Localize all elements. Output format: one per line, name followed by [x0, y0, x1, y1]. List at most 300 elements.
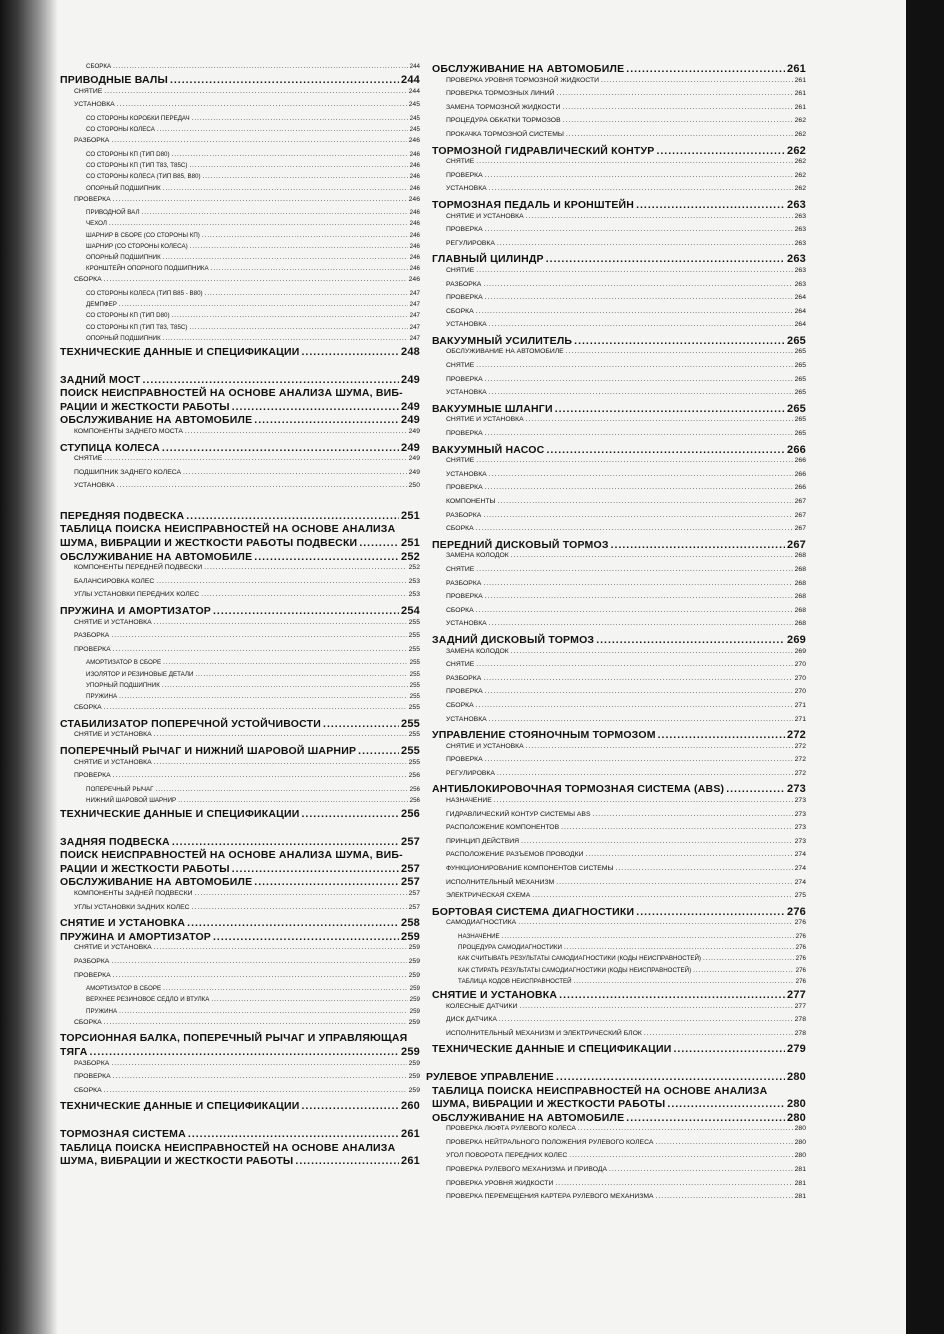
toc-page-number: 261	[787, 63, 806, 75]
toc-page-number: 259	[408, 1073, 420, 1081]
toc-entry-title: НАЗНАЧЕНИЕ	[446, 797, 492, 805]
toc-entry	[60, 891, 420, 905]
toc-entry-title: СБОРКА	[74, 704, 102, 712]
toc-page-number: 259	[401, 930, 420, 943]
toc-page-number: 248	[401, 345, 420, 358]
toc-page-number: 267	[794, 525, 806, 533]
section-gap	[60, 1115, 420, 1129]
toc-entry-title: ПРОВЕРКА	[446, 294, 483, 302]
toc-left-column	[60, 64, 420, 1170]
toc-entry-title: ПРОВЕРКА ПЕРЕМЕЩЕНИЯ КАРТЕРА РУЛЕВОГО МЕХАНИЗМА	[446, 1193, 654, 1201]
toc-entry	[60, 483, 420, 497]
toc-entry-title: БОРТОВАЯ СИСТЕМА ДИАГНОСТИКИ	[432, 905, 635, 918]
toc-entry	[432, 1126, 806, 1140]
toc-page-number: 261	[794, 76, 806, 84]
section-gap	[60, 497, 420, 511]
toc-page-number: 246	[409, 184, 420, 192]
toc-page-number: 276	[795, 944, 806, 952]
toc-entry-title: РАСПОЛОЖЕНИЕ РАЗЪЕМОВ ПРОВОДКИ	[446, 851, 584, 859]
toc-entry-title: СНЯТИЕ	[446, 158, 475, 166]
toc-dot-leader	[359, 538, 399, 549]
toc-dot-leader	[611, 540, 785, 551]
toc-entry-title: ПРОВЕРКА РУЛЕВОГО МЕХАНИЗМА И ПРИВОДА	[446, 1166, 607, 1174]
toc-page-number: 246	[409, 209, 420, 217]
toc-dot-leader	[502, 934, 794, 940]
toc-page-number: 265	[794, 375, 806, 383]
toc-heading	[432, 404, 806, 418]
toc-subentry	[60, 127, 420, 138]
toc-dot-leader	[526, 417, 793, 424]
toc-entry	[60, 470, 420, 484]
toc-page-number: 259	[409, 1007, 420, 1015]
toc-dot-leader	[162, 683, 408, 689]
toc-page-number: 271	[794, 701, 806, 709]
toc-entry-title: ПРОВЕРКА	[446, 484, 483, 492]
toc-entry-title: ОБСЛУЖИВАНИЕ НА АВТОМОБИЛЕ	[432, 63, 625, 75]
toc-heading	[432, 445, 806, 459]
toc-entry-title: ОПОРНЫЙ ПОДШИПНИК	[86, 184, 161, 192]
toc-entry-title: ТЯГА	[60, 1045, 88, 1058]
toc-page-number: 252	[408, 564, 420, 572]
toc-dot-leader	[302, 347, 400, 358]
toc-page-number: 246	[409, 162, 420, 170]
toc-entry	[60, 1088, 420, 1102]
toc-entry-title: ТАБЛИЦА ПОИСКА НЕИСПРАВНОСТЕЙ НА ОСНОВЕ АНАЛИЗА	[432, 1084, 768, 1097]
toc-entry-title: ПРОВЕРКА	[74, 645, 111, 653]
toc-entry	[432, 771, 806, 785]
toc-page-number: 264	[794, 294, 806, 302]
toc-entry-title: УПРАВЛЕНИЕ СТОЯНОЧНЫМ ТОРМОЗОМ	[432, 729, 656, 742]
toc-heading	[60, 524, 420, 538]
toc-page-number: 263	[794, 239, 806, 247]
toc-dot-leader	[626, 1113, 785, 1124]
toc-page-number: 280	[787, 1070, 806, 1083]
toc-dot-leader	[117, 102, 407, 109]
toc-dot-leader	[574, 979, 794, 985]
toc-heading	[60, 918, 420, 932]
toc-entry-title: ПОПЕРЕЧНЫЙ РЫЧАГ	[86, 785, 154, 793]
toc-page-number: 264	[794, 321, 806, 329]
toc-page-number: 275	[794, 892, 806, 900]
toc-page-number: 255	[408, 645, 420, 653]
toc-heading	[60, 388, 420, 402]
toc-page-number: 259	[408, 1059, 420, 1067]
toc-page-number: 276	[795, 933, 806, 940]
toc-entry-title: ДИСК ДАТЧИКА	[446, 1016, 497, 1024]
toc-entry-title: УСТАНОВКА	[446, 470, 487, 478]
toc-entry-title: ПРИВОДНЫЕ ВАЛЫ	[60, 74, 168, 87]
toc-entry	[60, 647, 420, 661]
toc-dot-leader	[557, 91, 793, 98]
toc-entry-title: ПРУЖИНА И АМОРТИЗАТОР	[60, 930, 212, 943]
toc-entry	[60, 102, 420, 116]
toc-dot-leader	[163, 255, 408, 261]
toc-entry	[432, 839, 806, 853]
toc-page-number: 249	[401, 373, 420, 386]
toc-entry	[432, 920, 806, 934]
toc-dot-leader	[476, 458, 792, 465]
toc-entry-title: СНЯТИЕ И УСТАНОВКА	[74, 944, 152, 952]
toc-entry-title: УГОЛ ПОВОРОТА ПЕРЕДНИХ КОЛЕС	[446, 1152, 568, 1160]
toc-heading	[60, 932, 420, 946]
toc-page-number: 249	[408, 468, 420, 476]
toc-dot-leader	[497, 771, 793, 778]
toc-page-number: 259	[409, 996, 420, 1004]
toc-entry	[432, 852, 806, 866]
toc-dot-leader	[526, 744, 793, 751]
toc-dot-leader	[476, 526, 793, 533]
toc-page-number: 247	[409, 290, 420, 297]
toc-dot-leader	[532, 893, 792, 900]
toc-dot-leader	[142, 375, 399, 386]
toc-dot-leader	[555, 1181, 792, 1188]
toc-dot-leader	[104, 89, 406, 96]
toc-heading	[60, 1101, 420, 1115]
toc-page-number: 280	[787, 1098, 806, 1111]
toc-entry	[60, 732, 420, 746]
toc-page-number: 276	[787, 905, 806, 918]
toc-entry-title: РЕГУЛИРОВКА	[446, 239, 495, 247]
toc-entry-title: КОЛЕСНЫЕ ДАТЧИКИ	[446, 1002, 518, 1010]
toc-entry	[60, 973, 420, 987]
toc-entry-title: ТОРСИОННАЯ БАЛКА, ПОПЕРЕЧНЫЙ РЫЧАГ И УПРАВЛЯЮЩАЯ	[60, 1032, 408, 1045]
toc-entry	[60, 773, 420, 787]
toc-entry	[60, 429, 420, 443]
toc-dot-leader	[119, 1009, 408, 1015]
toc-dot-leader	[172, 152, 408, 158]
toc-dot-leader	[563, 118, 793, 125]
toc-heading	[60, 1047, 420, 1061]
toc-page-number: 265	[794, 362, 806, 370]
toc-page-number: 268	[794, 565, 806, 573]
toc-page-number: 247	[409, 312, 420, 320]
toc-entry-title: СНЯТИЕ И УСТАНОВКА	[60, 917, 186, 930]
toc-dot-leader	[119, 694, 408, 700]
toc-dot-leader	[302, 1101, 400, 1112]
toc-entry-title: АМОРТИЗАТОР В СБОРЕ	[86, 985, 162, 993]
toc-dot-leader	[192, 116, 408, 122]
toc-page-number: 262	[794, 158, 806, 166]
toc-page-number: 245	[408, 101, 420, 109]
toc-dot-leader	[111, 1061, 406, 1068]
toc-entry	[432, 472, 806, 486]
toc-page-number: 260	[401, 1100, 420, 1113]
toc-dot-leader	[483, 282, 792, 289]
toc-entry	[60, 760, 420, 774]
toc-dot-leader	[655, 1140, 792, 1147]
toc-entry	[432, 1153, 806, 1167]
toc-page-number: 276	[794, 919, 806, 927]
toc-heading	[432, 336, 806, 350]
toc-entry-title: ТОРМОЗНАЯ СИСТЕМА	[60, 1127, 186, 1140]
toc-entry	[60, 565, 420, 579]
toc-entry-title: ПРОВЕРКА УРОВНЯ ТОРМОЗНОЙ ЖИДКОСТИ	[446, 76, 600, 84]
toc-entry-title: УСТАНОВКА	[446, 185, 487, 193]
toc-entry	[432, 1194, 806, 1208]
toc-entry	[432, 1181, 806, 1195]
toc-heading	[432, 784, 806, 798]
toc-page-number: 270	[794, 661, 806, 669]
toc-heading	[432, 730, 806, 744]
toc-page-number: 249	[408, 455, 420, 463]
toc-entry	[432, 526, 806, 540]
toc-page-number: 255	[408, 758, 420, 766]
toc-page-number: 274	[794, 865, 806, 873]
toc-entry-title: СО СТОРОНЫ КП (ТИП D80)	[86, 312, 170, 320]
toc-page-number: 281	[794, 1193, 806, 1201]
toc-page-number: 267	[794, 498, 806, 505]
toc-entry-title: САМОДИАГНОСТИКА	[446, 919, 517, 927]
toc-heading	[60, 1156, 420, 1170]
toc-entry	[432, 431, 806, 445]
toc-heading	[60, 850, 420, 864]
toc-dot-leader	[104, 1020, 407, 1027]
toc-dot-leader	[483, 676, 792, 683]
toc-entry-title: ИЗОЛЯТОР И РЕЗИНОВЫЕ ДЕТАЛИ	[86, 670, 194, 678]
toc-entry-title: КАК СЧИТЫВАТЬ РЕЗУЛЬТАТЫ САМОДИАГНОСТИКИ (КОДЫ НЕИСПРАВНОСТЕЙ)	[458, 955, 701, 963]
section-gap	[60, 361, 420, 375]
toc-entry-title: ТЕХНИЧЕСКИЕ ДАННЫЕ И СПЕЦИФИКАЦИИ	[60, 808, 300, 821]
toc-dot-leader	[192, 905, 407, 912]
toc-dot-leader	[254, 415, 399, 426]
toc-dot-leader	[485, 757, 793, 764]
toc-entry-title: УСТАНОВКА	[446, 389, 487, 397]
toc-entry	[432, 499, 806, 513]
toc-page-number: 257	[408, 903, 420, 911]
toc-entry-title: ПРОВЕРКА	[446, 171, 483, 179]
toc-heading	[432, 1044, 806, 1058]
toc-entry	[60, 592, 420, 606]
toc-page-number: 267	[794, 511, 806, 519]
toc-dot-leader	[494, 798, 793, 805]
toc-dot-leader	[592, 812, 792, 819]
toc-heading	[432, 200, 806, 214]
toc-entry-title: ПРУЖИНА	[86, 1007, 118, 1015]
toc-dot-leader	[178, 798, 407, 804]
toc-entry	[432, 744, 806, 758]
toc-dot-leader	[489, 717, 793, 724]
toc-entry	[432, 268, 806, 282]
toc-entry-title: АМОРТИЗАТОР В СБОРЕ	[86, 659, 162, 667]
toc-entry	[432, 581, 806, 595]
toc-entry	[432, 1167, 806, 1181]
toc-entry	[432, 349, 806, 363]
toc-heading	[432, 540, 806, 554]
toc-entry-title: ВЕРХНЕЕ РЕЗИНОВОЕ СЕДЛО И ВТУЛКА	[86, 996, 210, 1004]
toc-dot-leader	[90, 1047, 400, 1058]
toc-entry-title: СНЯТИЕ И УСТАНОВКА	[74, 618, 152, 626]
toc-entry	[432, 390, 806, 404]
toc-page-number: 257	[401, 835, 420, 848]
toc-dot-leader	[186, 511, 399, 522]
toc-page-number: 273	[787, 783, 806, 796]
toc-entry-title: РАСПОЛОЖЕНИЕ КОМПОНЕНТОВ	[446, 824, 560, 832]
toc-entry-title: БАЛАНСИРОВКА КОЛЕС	[74, 577, 155, 585]
toc-dot-leader	[113, 973, 407, 980]
toc-dot-leader	[476, 608, 793, 615]
toc-entry-title: КОМПОНЕНТЫ ПЕРЕДНЕЙ ПОДВЕСКИ	[74, 564, 203, 572]
toc-entry	[432, 186, 806, 200]
toc-page-number: 244	[409, 63, 420, 70]
toc-entry-title: ТАБЛИЦА ПОИСКА НЕИСПРАВНОСТЕЙ НА ОСНОВЕ АНАЛИЗА	[60, 1141, 396, 1154]
toc-dot-leader	[485, 431, 793, 438]
toc-heading	[60, 402, 420, 416]
toc-dot-leader	[185, 429, 407, 436]
toc-entry-title: ПРИВОДНОЙ ВАЛ	[86, 209, 140, 217]
toc-dot-leader	[189, 325, 407, 331]
toc-dot-leader	[104, 705, 407, 712]
toc-entry	[60, 705, 420, 719]
toc-entry	[60, 905, 420, 919]
toc-entry-title: ПОИСК НЕИСПРАВНОСТЕЙ НА ОСНОВЕ АНАЛИЗА ШУМА, ВИБ-	[60, 849, 403, 862]
toc-entry	[432, 757, 806, 771]
toc-heading	[60, 1129, 420, 1143]
toc-page-number: 274	[794, 878, 806, 886]
toc-page-number: 278	[794, 1016, 806, 1024]
scan-shadow-left	[0, 0, 58, 1334]
toc-page-number: 265	[787, 334, 806, 347]
toc-entry-title: ПРОВЕРКА	[74, 195, 111, 203]
toc-entry-title: СО СТОРОНЫ КОЛЕСА (ТИП В85 - В80)	[86, 290, 203, 297]
toc-entry	[432, 621, 806, 635]
toc-entry	[432, 676, 806, 690]
toc-entry-title: ПЕРЕДНЯЯ ПОДВЕСКА	[60, 509, 185, 522]
toc-entry-title: ПРОВЕРКА	[74, 1073, 111, 1081]
toc-heading	[60, 809, 420, 823]
toc-dot-leader	[189, 163, 407, 169]
toc-entry-title: ЗАДНИЙ ДИСКОВЫЙ ТОРМОЗ	[432, 633, 595, 646]
toc-dot-leader	[104, 277, 407, 284]
toc-dot-leader	[566, 349, 793, 356]
toc-heading	[432, 907, 806, 921]
toc-entry-title: РАЗБОРКА	[446, 579, 482, 587]
toc-entry	[60, 945, 420, 959]
toc-dot-leader	[559, 990, 785, 1001]
toc-page-number: 276	[795, 977, 806, 985]
toc-entry	[432, 567, 806, 581]
toc-page-number: 259	[408, 1086, 420, 1094]
toc-page-number: 262	[794, 130, 806, 138]
toc-page-number: 280	[794, 1125, 806, 1133]
toc-entry	[432, 703, 806, 717]
toc-dot-leader	[476, 309, 793, 316]
toc-entry-title: УСТАНОВКА	[446, 321, 487, 329]
toc-entry-title: ОПОРНЫЙ ПОДШИПНИК	[86, 254, 161, 262]
toc-page-number: 256	[408, 772, 420, 780]
toc-entry-title: УГЛЫ УСТАНОВКИ ПЕРЕДНИХ КОЛЕС	[74, 591, 200, 599]
toc-page-number: 261	[794, 103, 806, 111]
toc-entry-title: ШАРНИР В СБОРЕ (СО СТОРОНЫ КП)	[86, 231, 200, 239]
toc-entry-title: ОБСЛУЖИВАНИЕ НА АВТОМОБИЛЕ	[60, 550, 253, 563]
toc-subentry	[60, 174, 420, 185]
toc-page-number: 246	[408, 195, 420, 203]
toc-page-number: 244	[408, 87, 420, 95]
toc-dot-leader	[726, 784, 785, 795]
toc-page-number: 267	[787, 538, 806, 551]
toc-dot-leader	[656, 1194, 793, 1201]
toc-heading	[60, 75, 420, 89]
toc-entry-title: УПОРНЫЙ ПОДШИПНИК	[86, 681, 160, 689]
toc-page-number: 273	[794, 810, 806, 818]
toc-page-number: 252	[401, 550, 420, 563]
toc-entry-title: СО СТОРОНЫ КП (ТИП Т83, Т85С)	[86, 162, 188, 170]
toc-page-number: 249	[408, 427, 420, 435]
toc-page-number: 265	[794, 389, 806, 397]
toc-dot-leader	[497, 241, 793, 248]
toc-entry-title: СНЯТИЕ	[446, 457, 475, 465]
toc-dot-leader	[674, 1044, 786, 1055]
toc-heading	[432, 990, 806, 1004]
toc-entry-title: ОБСЛУЖИВАНИЕ НА АВТОМОБИЛЕ	[60, 414, 253, 427]
toc-entry-title: ЧЕХОЛ	[86, 220, 107, 228]
toc-page-number: 272	[787, 729, 806, 742]
toc-dot-leader	[546, 445, 785, 456]
toc-page-number: 277	[794, 1002, 806, 1010]
toc-heading	[432, 64, 806, 78]
toc-entry-title: ЭЛЕКТРИЧЕСКАЯ СХЕМА	[446, 892, 531, 900]
toc-page-number: 246	[409, 265, 420, 273]
toc-dot-leader	[693, 968, 794, 974]
toc-dot-leader	[578, 1126, 793, 1133]
toc-dot-leader	[211, 266, 408, 272]
toc-entry-title: СБОРКА	[446, 525, 474, 533]
toc-page-number: 262	[794, 171, 806, 179]
toc-page-number: 246	[409, 231, 420, 239]
toc-dot-leader	[526, 214, 793, 221]
toc-dot-leader	[204, 565, 406, 572]
toc-page-number: 246	[408, 137, 420, 145]
toc-dot-leader	[483, 513, 792, 520]
toc-page-number: 265	[794, 416, 806, 424]
toc-entry-title: ПРОЦЕДУРА САМОДИАГНОСТИКИ	[458, 944, 562, 952]
toc-entry-title: ОБСЛУЖИВАНИЕ НА АВТОМОБИЛЕ	[432, 1111, 625, 1124]
toc-page-number: 270	[794, 688, 806, 696]
toc-entry	[432, 608, 806, 622]
toc-dot-leader	[232, 864, 399, 875]
toc-entry-title: РАЦИИ И ЖЕСТКОСТИ РАБОТЫ	[60, 862, 230, 875]
toc-subentry	[60, 186, 420, 197]
toc-dot-leader	[111, 633, 406, 640]
toc-entry-title: ГИДРАВЛИЧЕСКИЙ КОНТУР СИСТЕМЫ ABS	[446, 810, 591, 818]
toc-dot-leader	[485, 485, 793, 492]
toc-entry-title: ПРОЦЕДУРА ОБКАТКИ ТОРМОЗОВ	[446, 117, 561, 125]
toc-entry-title: ПРОВЕРКА	[74, 772, 111, 780]
toc-dot-leader	[157, 127, 408, 133]
toc-page-number: 256	[409, 796, 420, 804]
toc-dot-leader	[601, 78, 793, 85]
toc-dot-leader	[163, 660, 408, 666]
toc-entry-title: УСТАНОВКА	[446, 715, 487, 723]
toc-entry	[432, 812, 806, 826]
toc-dot-leader	[142, 210, 408, 216]
toc-entry-title: ИСПОЛНИТЕЛЬНЫЙ МЕХАНИЗМ И ЭЛЕКТРИЧЕСКИЙ БЛОК	[446, 1029, 642, 1037]
toc-entry-title: ЗАДНИЙ МОСТ	[60, 373, 141, 386]
toc-page-number: 279	[787, 1043, 806, 1056]
toc-dot-leader	[616, 866, 793, 873]
toc-dot-leader	[476, 662, 792, 669]
toc-page-number: 264	[794, 307, 806, 315]
toc-subentry	[60, 221, 420, 232]
toc-page-number: 259	[409, 985, 420, 993]
toc-page-number: 253	[408, 577, 420, 585]
toc-dot-leader	[566, 132, 793, 139]
toc-entry-title: ПРОВЕРКА	[74, 971, 111, 979]
toc-dot-leader	[485, 295, 793, 302]
toc-dot-leader	[170, 75, 399, 86]
toc-subentry	[60, 997, 420, 1008]
toc-entry-title: СБОРКА	[74, 1018, 102, 1026]
toc-heading	[432, 635, 806, 649]
